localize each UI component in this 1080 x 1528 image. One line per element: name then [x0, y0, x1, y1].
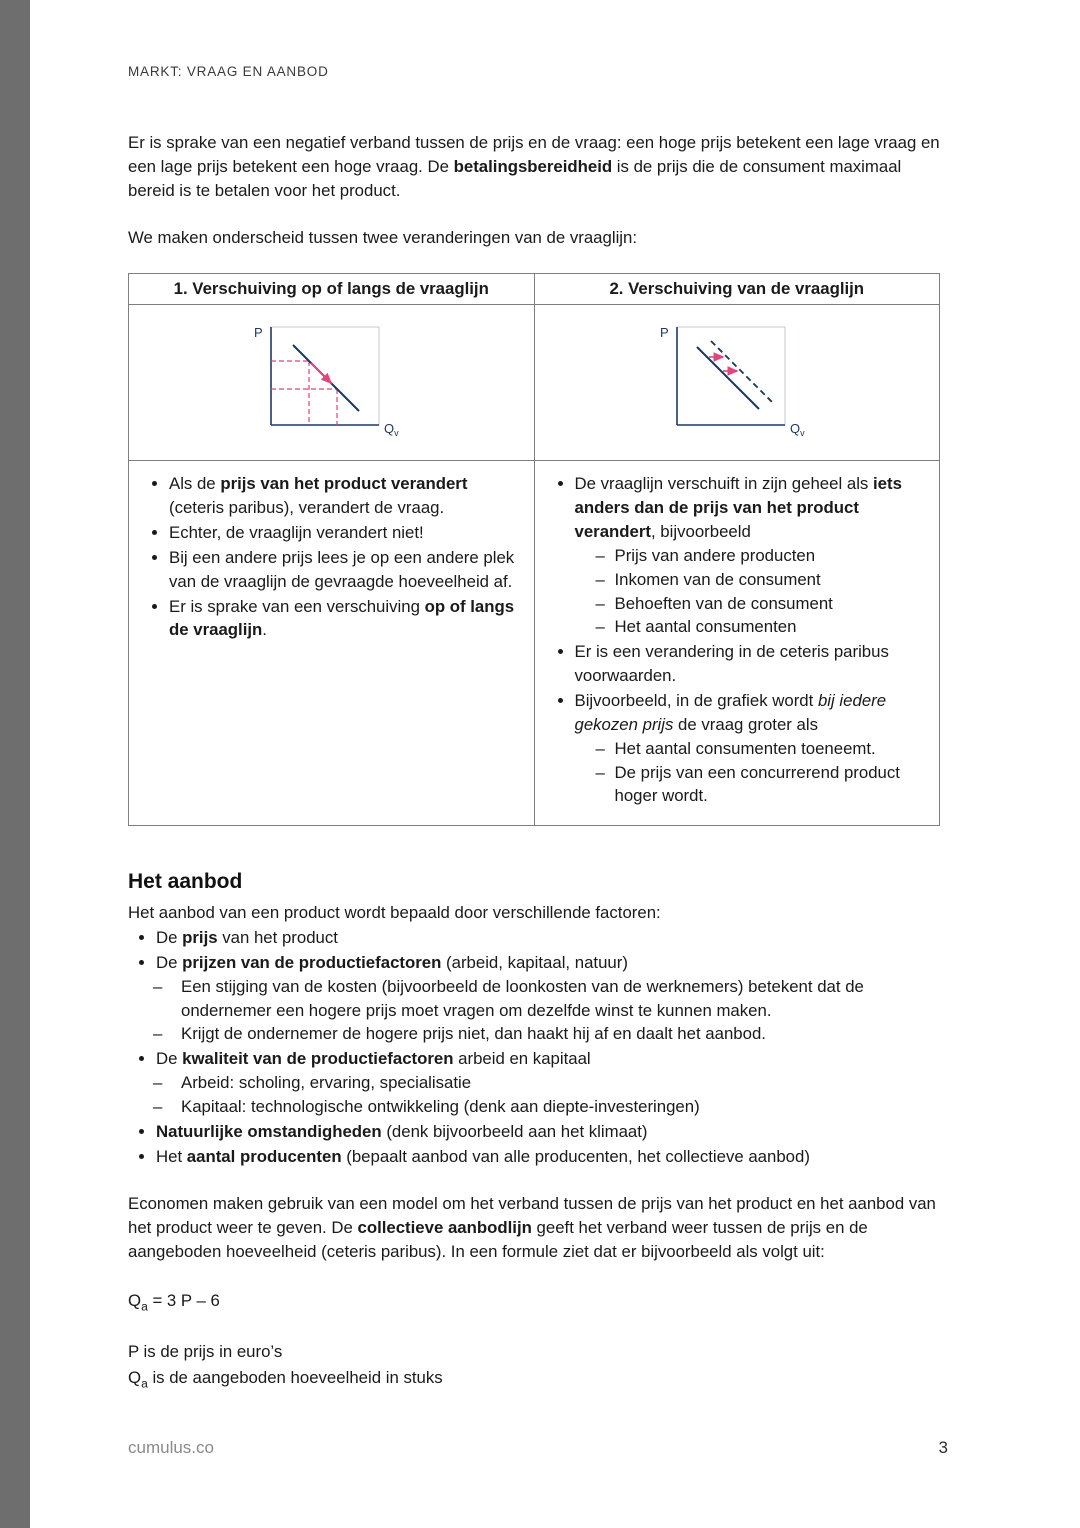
list-item-text: Er is een verandering in de ceteris paribus voorwaarden.	[574, 642, 889, 686]
list-item	[169, 546, 524, 594]
list-item	[156, 1145, 940, 1169]
page-footer	[128, 1438, 948, 1458]
list-item-text: Behoeften van de consument	[614, 593, 833, 613]
graph-cell-movement-along	[129, 305, 535, 461]
list-item	[615, 737, 930, 761]
page-edge-shadow	[0, 0, 30, 1528]
list-item-text: Krijgt de ondernemer de hogere prijs niet, dan haakt hij af en daalt het aanbod.	[181, 1024, 766, 1044]
list-item	[169, 521, 524, 545]
list-item	[181, 975, 940, 1023]
lead-in-paragraph: We maken onderscheid tussen twee veranderingen van de vraaglijn:	[128, 227, 638, 247]
list-item-text: Inkomen van de consument	[614, 569, 821, 589]
list-item-text: De prijs van een concurrerend product hoger wordt.	[614, 762, 900, 806]
list-item	[156, 951, 940, 1046]
list-item	[181, 1095, 940, 1119]
page-number: 3	[938, 1438, 948, 1457]
graph-cell-shift	[534, 305, 940, 461]
list-item-text: Arbeid: scholing, ervaring, specialisatie	[181, 1073, 472, 1093]
list-item	[181, 1022, 940, 1046]
shift-sublist-examples	[575, 737, 930, 809]
supply-formula: $Q_a = 3$ P – 6	[128, 1291, 220, 1314]
list-item-text: De prijzen van de productiefactoren (arbeid, kapitaal, natuur)	[156, 952, 628, 972]
list-item-text: Het aantal producenten (bepaalt aanbod van alle producenten, het collectieve aanbod)	[156, 1146, 810, 1166]
list-item-text: Prijs van andere producten	[614, 545, 816, 565]
list-item	[615, 615, 930, 639]
bullet-cell-movement-along	[129, 461, 535, 826]
table-header-shift-of-line: 2. Verschuiving van de vraaglijn	[534, 274, 940, 305]
price-axis-label: P	[659, 325, 669, 341]
intro-paragraph: Er is sprake van een negatief verband tussen de prijs en de vraag: een hoge prijs betekent een lage vraag en een lage prijs betekent een hoge vraag. De betalingsbereidheid is de prijs die de consument maximaal bereid is te betalen voor het product.	[128, 133, 940, 200]
formula-legend-price: P is de prijs in euro’s	[128, 1342, 283, 1362]
list-item-text: Echter, de vraaglijn verandert niet!	[169, 523, 424, 543]
list-item-text: Er is sprake van een verschuiving op of langs de vraaglijn.	[169, 596, 515, 640]
shift-list	[535, 472, 930, 808]
brand-link[interactable]: cumulus.co	[128, 1438, 214, 1457]
quality-sublist	[156, 1071, 940, 1119]
demand-shift-chart	[647, 317, 827, 443]
bullet-cell-shift	[534, 461, 940, 826]
list-item-text: De kwaliteit van de productiefactoren arbeid en kapitaal	[156, 1049, 591, 1069]
plot-area-box	[677, 327, 785, 425]
list-item	[615, 592, 930, 616]
section-heading-supply: Het aanbod	[128, 870, 243, 894]
list-item	[181, 1071, 940, 1095]
list-item	[615, 761, 930, 809]
model-paragraph: Economen maken gebruik van een model om het verband tussen de prijs van het product en het aanbod van het product weer te geven. De collectieve aanbodlijn geeft het verband weer tussen de prijs en de aangeboden hoeveelheid (ceteris paribus). In een formule ziet dat er bijvoorbeeld als volgt uit:	[128, 1194, 936, 1262]
demand-shift-comparison-table	[128, 273, 940, 826]
list-item	[156, 926, 940, 950]
running-header: MARKT: VRAAG EN AANBOD	[128, 64, 329, 79]
price-axis-label: P	[254, 325, 263, 341]
table-header-movement-along: 1. Verschuiving op of langs de vraaglijn	[129, 274, 535, 305]
list-item	[169, 595, 524, 643]
list-item	[615, 568, 930, 592]
list-item	[575, 640, 930, 688]
list-item-text: Een stijging van de kosten (bijvoorbeeld de loonkosten van de werknemers) betekent dat de ondernemer een hogere prijs moet vragen om dezelfde winst te kunnen maken.	[181, 976, 864, 1020]
list-item-text: Het aantal consumenten toeneemt.	[614, 738, 876, 758]
list-item-text: Bij een andere prijs lees je op een andere plek van de vraaglijn de gevraagde hoeveelheid af.	[169, 547, 515, 591]
page-content	[128, 0, 940, 1393]
list-item	[615, 544, 930, 568]
list-item	[156, 1120, 940, 1144]
list-item	[156, 1047, 940, 1119]
list-item	[575, 472, 930, 639]
movement-along-list	[129, 472, 524, 642]
list-item-text: Kapitaal: technologische ontwikkeling (denk aan diepte-investeringen)	[181, 1096, 700, 1116]
formula-legend-quantity: $Q_a$ is de aangeboden hoeveelheid in stuks	[128, 1368, 443, 1391]
list-item-text: Als de prijs van het product verandert (ceteris paribus), verandert de vraag.	[169, 474, 468, 518]
quantity-axis-label: $Q_v$	[789, 421, 805, 439]
quantity-axis-label: $Q_v$	[384, 421, 399, 439]
supply-factors-list	[128, 926, 940, 1168]
movement-along-demand-chart	[241, 317, 421, 443]
list-item-text: Bijvoorbeeld, in de grafiek wordt bij iedere gekozen prijs de vraag groter als	[574, 690, 887, 734]
list-item-text: Het aantal consumenten	[614, 617, 797, 637]
production-cost-sublist	[156, 975, 940, 1047]
supply-intro-paragraph: Het aanbod van een product wordt bepaald door verschillende factoren:	[128, 903, 661, 923]
list-item-text: Natuurlijke omstandigheden (denk bijvoorbeeld aan het klimaat)	[156, 1121, 648, 1141]
list-item-text: De prijs van het product	[156, 928, 338, 948]
list-item-text: De vraaglijn verschuift in zijn geheel als iets anders dan de prijs van het product verandert, bijvoorbeeld	[574, 474, 902, 542]
shift-sublist-causes	[575, 544, 930, 639]
list-item	[575, 689, 930, 808]
list-item	[169, 472, 524, 520]
